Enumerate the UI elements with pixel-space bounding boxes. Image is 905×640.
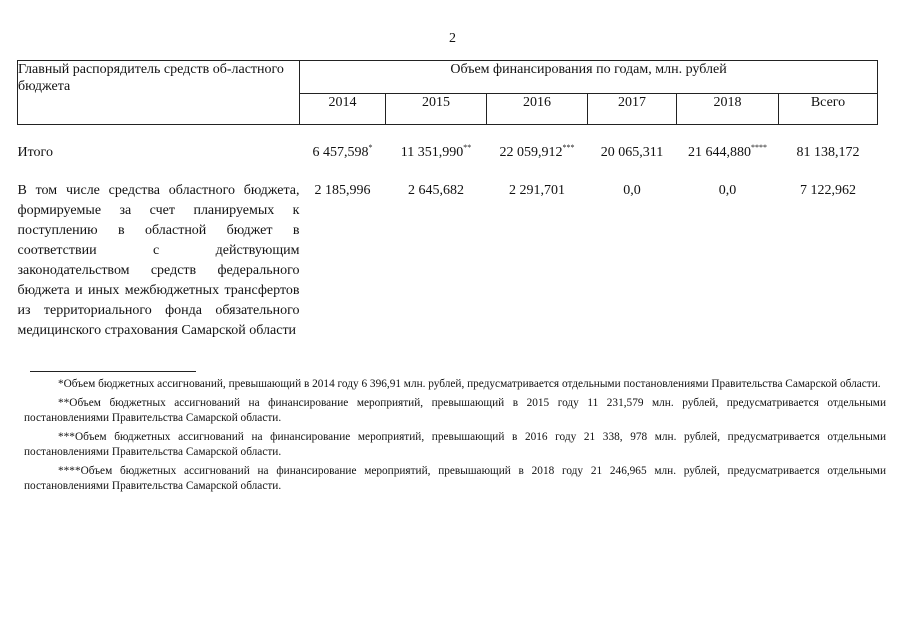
cell-2016: 2 291,701 xyxy=(509,183,565,198)
header-year-2018: 2018 xyxy=(677,94,779,125)
cell-2015: 2 645,682 xyxy=(408,183,464,198)
footnote-1: *Объем бюджетных ассигнований, превышающий в 2014 году 6 396,91 млн. рублей, предусматривается отдельными постановлениями Правительства Самарской области. xyxy=(58,378,881,390)
cell-2018: 0,0 xyxy=(718,183,737,198)
table-row-regional-budget xyxy=(18,163,878,341)
cell-2018: 21 644,880**** xyxy=(688,143,767,160)
header-year-2017: 2017 xyxy=(588,94,677,125)
header-year-2016: 2016 xyxy=(487,94,588,125)
footnote-mark: **** xyxy=(751,143,767,152)
page-number: 2 xyxy=(449,31,456,46)
row-label: В том числе средства областного бюджета, формируемые за счет планируемых к поступлению в областной бюджет в соответствии с действующим законодательством средств федерального бюджета и иных межбюджетных трансфертов из территориального фонда обязательного медицинского страхования Самарской области xyxy=(17,183,300,338)
header-year-2015: 2015 xyxy=(386,94,487,125)
footnote-separator xyxy=(30,371,196,372)
cell-2017: 20 065,311 xyxy=(600,145,664,160)
footnote-3: ***Объем бюджетных ассигнований на финансирование мероприятий, превышающий в 2016 году 21 338, 978 млн. рублей, предусматривается отдельными постановлениями Правительства Самарской области. xyxy=(24,430,886,458)
header-main-distributor: Главный распорядитель средств об-ластного бюджета xyxy=(18,61,300,125)
cell-total: 7 122,962 xyxy=(800,183,857,198)
header-year-2014: 2014 xyxy=(300,94,386,125)
cell-total: 81 138,172 xyxy=(796,145,860,160)
table-row-total xyxy=(18,125,878,164)
cell-2014: 6 457,598* xyxy=(312,143,373,160)
cell-2016: 22 059,912*** xyxy=(499,143,575,160)
footnote-mark: *** xyxy=(562,143,575,152)
row-label: Итого xyxy=(17,145,53,160)
footnote-mark: * xyxy=(368,143,373,152)
footnote-mark: ** xyxy=(463,143,472,152)
footnotes xyxy=(24,377,886,498)
header-total: Всего xyxy=(779,94,878,125)
header-financing-by-year: Объем финансирования по годам, млн. рублей xyxy=(300,61,878,94)
footnote-2: **Объем бюджетных ассигнований на финансирование мероприятий, превышающий в 2015 году 11 231,579 млн. рублей, предусматривается отдельными постановлениями Правительства Самарской области. xyxy=(24,396,886,424)
financing-table xyxy=(17,60,878,341)
cell-2014: 2 185,996 xyxy=(314,183,371,198)
cell-2017: 0,0 xyxy=(623,183,641,198)
cell-2015: 11 351,990** xyxy=(400,143,472,160)
footnote-4: ****Объем бюджетных ассигнований на финансирование мероприятий, превышающий в 2018 году 21 246,965 млн. рублей, предусматривается отдельными постановлениями Правительства Самарской области. xyxy=(24,464,886,492)
